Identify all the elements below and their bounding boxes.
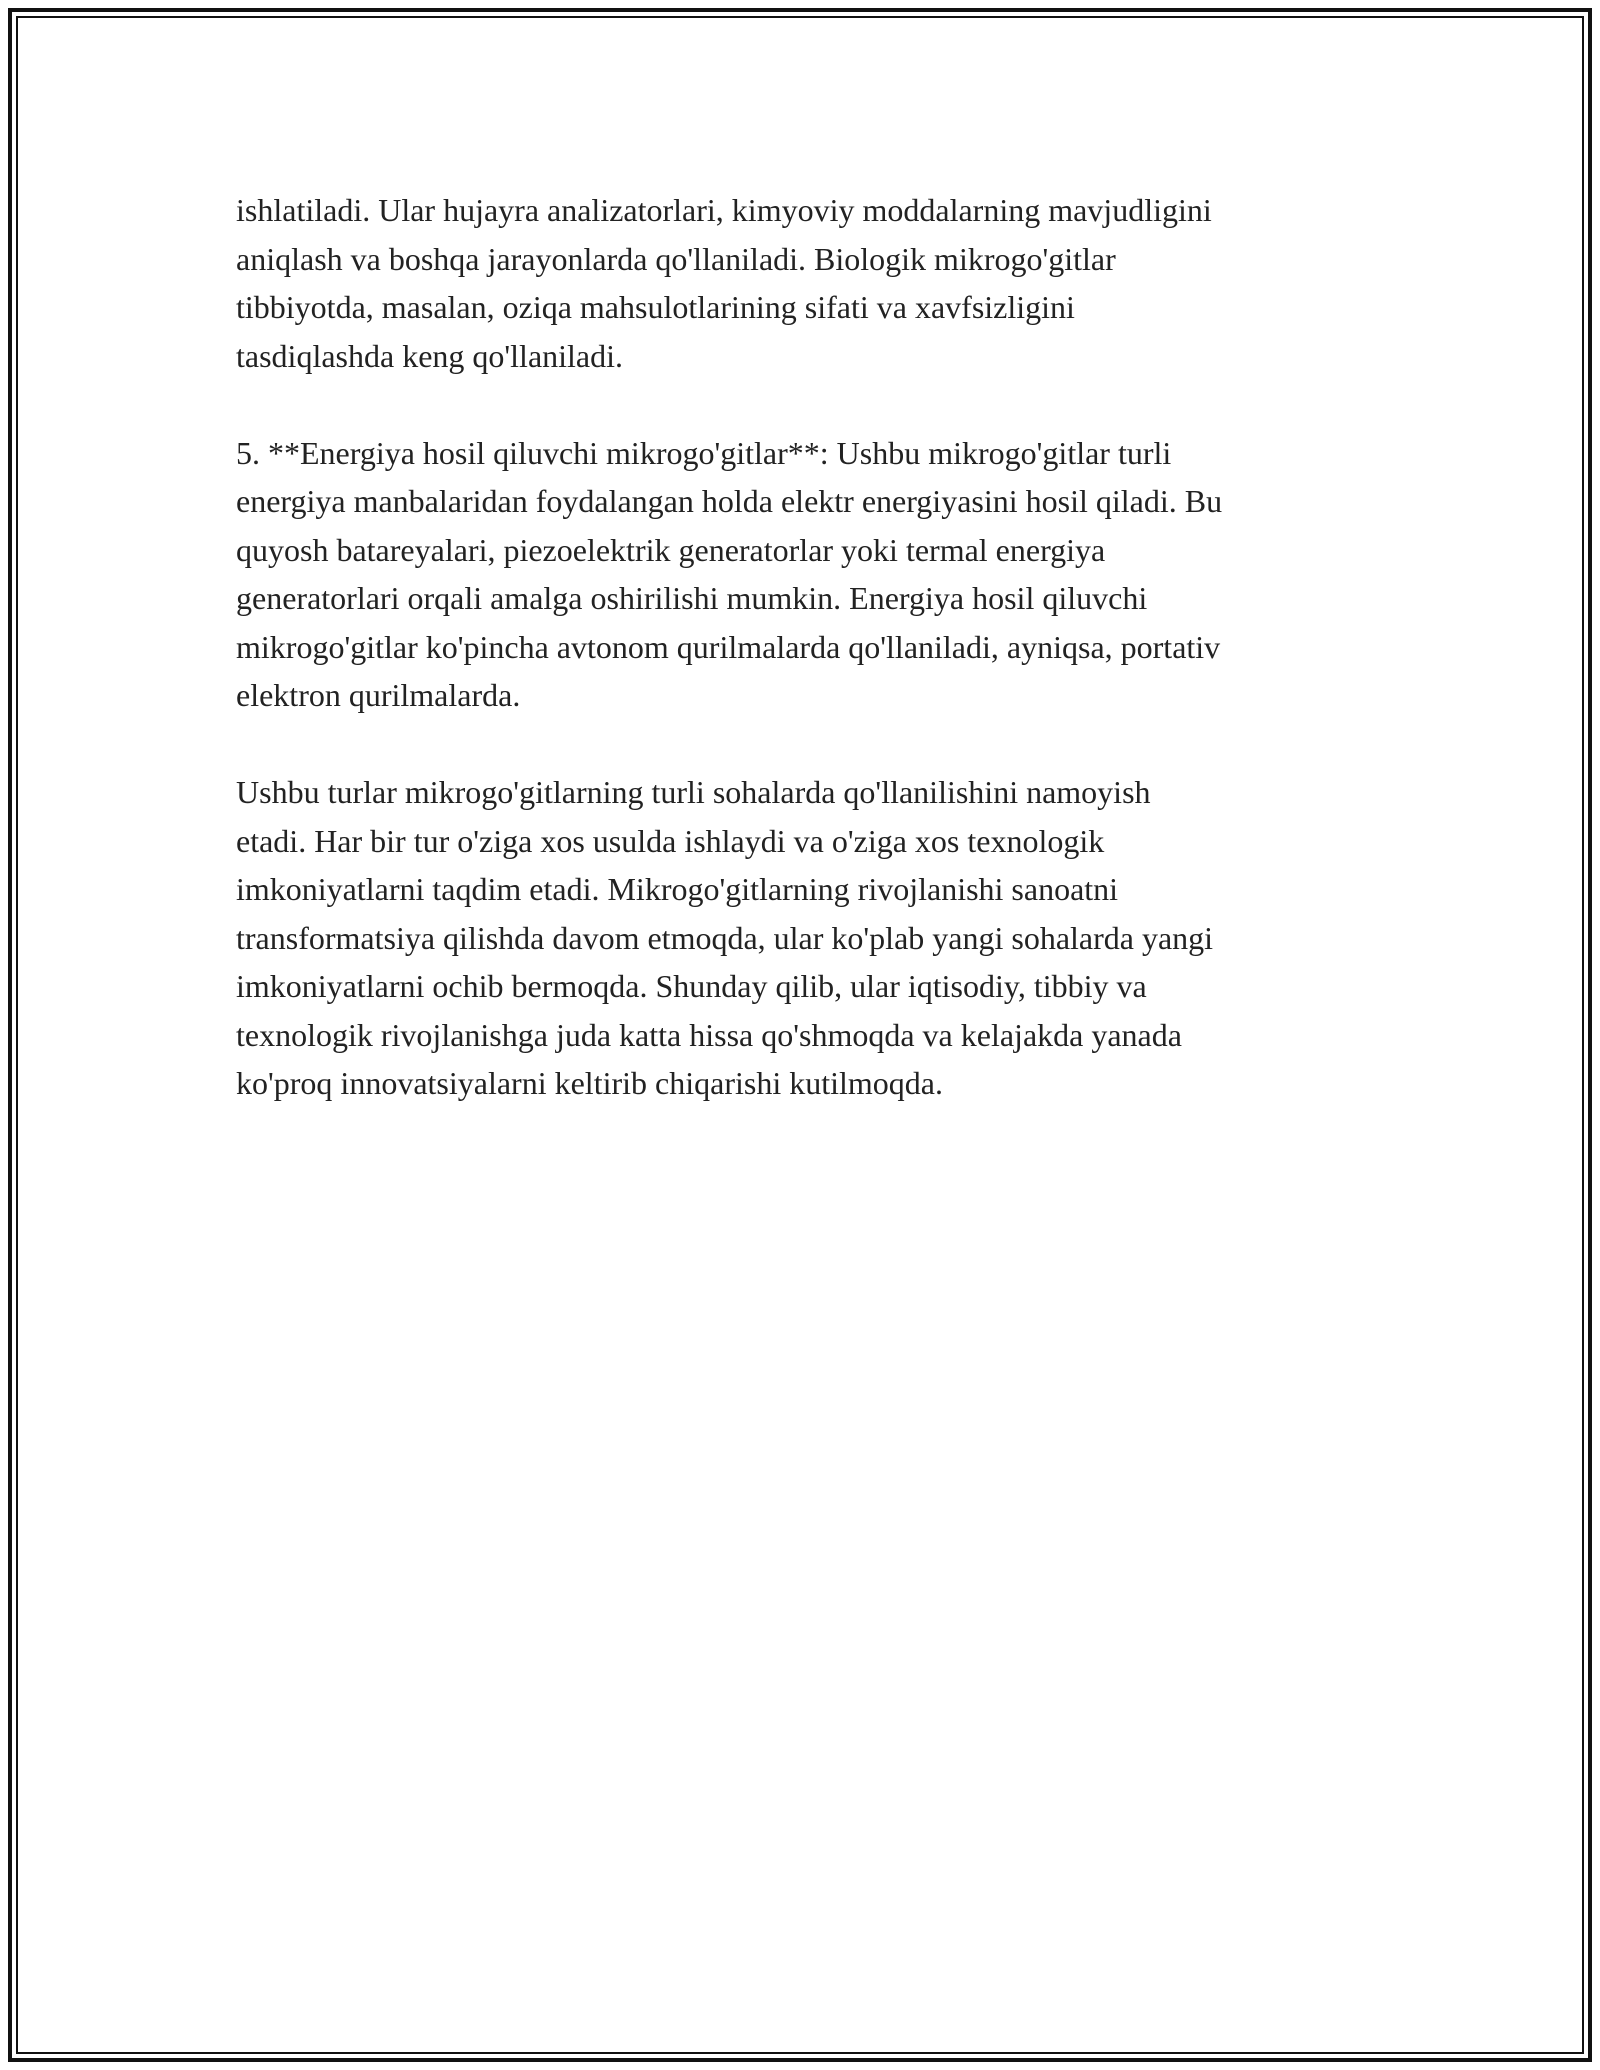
- paragraph-conclusion: Ushbu turlar mikrogo'gitlarning turli sohalarda qo'llanilishini namoyish etadi. Har bir tur o'ziga xos usulda ishlaydi va o'ziga xos texnologik imkoniyatlarni taqdim etadi. Mikrogo'gitlarning rivojlanishi sanoatni transformatsiya qilishda davom etmoqda, ular ko'plab yangi sohalarda yangi imkoniyatlarni ochib bermoqda. Shunday qilib, ular iqtisodiy, tibbiy va texnologik rivojlanishga juda katta hissa qo'shmoqda va kelajakda yanada ko'proq innovatsiyalarni keltirib chiqarishi kutilmoqda.: [236, 774, 1214, 1101]
- document-body: [236, 186, 1376, 1108]
- paragraph-energy-harvesting-microgenerators: 5. **Energiya hosil qiluvchi mikrogo'gitlar**: Ushbu mikrogo'gitlar turli energiya manbalaridan foydalangan holda elektr energiyasini hosil qiladi. Bu quyosh batareyalari, piezoelektrik generatorlar yoki termal energiya generatorlari orqali amalga oshirilishi mumkin. Energiya hosil qiluvchi mikrogo'gitlar ko'pincha avtonom qurilmalarda qo'llaniladi, ayniqsa, portativ elektron qurilmalarda.: [236, 434, 1223, 713]
- paragraph-biological-microgenerators: ishlatiladi. Ular hujayra analizatorlari, kimyoviy moddalarning mavjudligini aniqlash va boshqa jarayonlarda qo'llaniladi. Biologik mikrogo'gitlar tibbiyotda, masalan, oziqa mahsulotlarining sifati va xavfsizligini tasdiqlashda keng qo'llaniladi.: [236, 192, 1212, 374]
